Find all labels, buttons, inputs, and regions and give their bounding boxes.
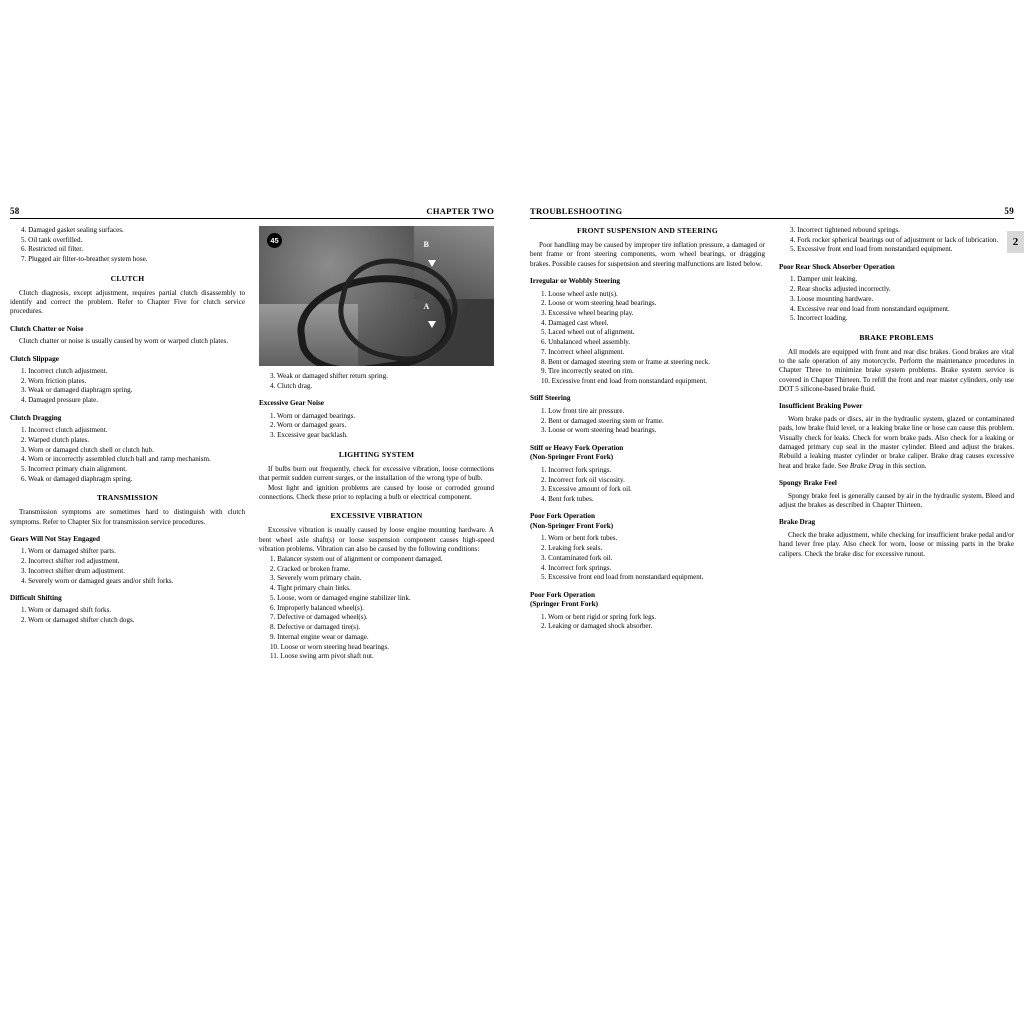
heading-poor-fork-operation-springer <box>530 591 765 610</box>
heading-clutch: CLUTCH <box>110 273 145 283</box>
difficult-shifting-continued-list <box>259 372 494 391</box>
list-item: 3. Contaminated fork oil. <box>541 553 613 562</box>
list-item: 5. Excessive front end load from nonstandard equipment. <box>541 573 704 582</box>
poor-fork-springer-continued-list <box>779 226 1014 255</box>
heading-stiff-steering: Stiff Steering <box>530 394 571 403</box>
list-item: 3. Weak or damaged shifter return spring. <box>270 372 388 380</box>
list-item: 1. Worn or damaged shifter parts. <box>21 547 116 556</box>
list-item: 4. Worn or incorrectly assembled clutch ball and ramp mechanism. <box>21 455 211 464</box>
list-item: 10. Loose or worn steering head bearings. <box>270 642 389 651</box>
heading-clutch-chatter: Clutch Chatter or Noise <box>10 324 84 333</box>
right-column-2 <box>779 226 1014 635</box>
list-item: 3. Worn or damaged clutch shell or clutch hub. <box>21 445 154 454</box>
list-item: 11. Loose swing arm pivot shaft nut. <box>270 652 374 661</box>
list-item: 3. Weak or damaged diaphragm spring. <box>21 386 133 395</box>
heading-lighting-system: LIGHTING SYSTEM <box>338 449 415 459</box>
clutch-intro-paragraph: Clutch diagnosis, except adjustment, requires partial clutch disassembly to identify and correct the problem. Refer to Chapter Five for clutch service procedures. <box>10 288 245 316</box>
heading-clutch-dragging: Clutch Dragging <box>10 413 62 422</box>
text-part-a: Worn brake pads or discs, air in the hydraulic system, glazed or contaminated pads, low brake fluid level, or a leaking brake line or hose can cause this problem. Visually check for leaks. Check for worn brake pads. Also check for a leaking or damaged primary cup seal in the master cylinder. Bleed and adjust the brakes. Rebuild a leaking master cylinder or brake caliper. Brake drag causes excessive heat and brake fade. See <box>779 414 1014 470</box>
callout-label-a: A <box>423 301 430 311</box>
list-item: 9. Tire incorrectly seated on rim. <box>541 367 634 376</box>
lighting-paragraph-2: Most light and ignition problems are caused by loose or corroded ground connections. Check these prior to replacing a bulb or electrical component. <box>259 483 494 502</box>
insufficient-braking-paragraph <box>779 415 1014 471</box>
list-item: 4. Bent fork tubes. <box>541 495 594 503</box>
list-item: 2. Leaking fork seals. <box>541 544 603 553</box>
heading-line-2: (Non-Springer Front Fork) <box>530 521 614 530</box>
list-item: 4. Incorrect fork springs. <box>541 563 612 572</box>
list-item: 6. Unbalanced wheel assembly. <box>541 338 631 347</box>
list-item: 5. Loose, worn or damaged engine stabilizer link. <box>270 593 411 602</box>
list-item: 3. Excessive gear backlash. <box>270 431 348 440</box>
vibration-intro-paragraph: Excessive vibration is usually caused by loose engine mounting hardware. A bent wheel axle shaft(s) or loose suspension component causes high-speed vibration problems. Vibration can also be caused by the following conditions: <box>259 526 494 554</box>
heading-line-1: Poor Fork Operation <box>530 512 595 521</box>
list-item: 1. Worn or damaged shift forks. <box>21 606 112 615</box>
stiff-fork-list <box>530 466 765 505</box>
heading-line-1: Stiff or Heavy Fork Operation <box>530 443 624 452</box>
list-item: 2. Bent or damaged steering stem or frame. <box>541 416 664 425</box>
list-item: 1. Worn or bent fork tubes. <box>541 534 618 543</box>
poor-fork-springer-list <box>530 613 765 632</box>
heading-line-1: Poor Fork Operation <box>530 590 595 599</box>
book-spread <box>0 206 1024 665</box>
list-item: 1. Damper unit leaking. <box>790 275 858 284</box>
difficult-shifting-list <box>10 606 245 625</box>
list-item: 4. Clutch drag. <box>270 381 313 390</box>
heading-irregular-wobbly-steering: Irregular or Wobbly Steering <box>530 277 620 286</box>
list-item: 4. Fork rocker spherical bearings out of adjustment or lack of lubrication. <box>790 235 999 244</box>
right-column-1 <box>530 226 765 635</box>
heading-brake-drag: Brake Drag <box>779 518 816 527</box>
stiff-steering-list <box>530 407 765 436</box>
left-column-1 <box>10 226 245 665</box>
page-left <box>0 206 512 665</box>
list-item: 4. Severely worn or damaged gears and/or shift forks. <box>21 576 174 585</box>
vibration-list <box>259 555 494 662</box>
list-item: 3. Loose or worn steering head bearings. <box>541 426 657 435</box>
list-item: 1. Incorrect clutch adjustment. <box>21 426 108 435</box>
heading-excessive-vibration: EXCESSIVE VIBRATION <box>330 511 423 521</box>
lighting-paragraph-1: If bulbs burn out frequently, check for excessive vibration, loose connections that permit sudden current surges, or the installation of the wrong type of bulb. <box>259 464 494 482</box>
list-item: 2. Rear shocks adjusted incorrectly. <box>790 285 891 294</box>
list-item: 1. Worn or bent rigid or spring fork legs. <box>541 612 657 621</box>
front-suspension-intro-paragraph: Poor handling may be caused by improper tire inflation pressure, a damaged or bent frame or front steering components, worn wheel bearings, or dragging brakes. Possible causes for suspension and steering malfunctions are listed below. <box>530 241 765 268</box>
list-item: 9. Internal engine wear or damage. <box>270 632 369 641</box>
running-head-right <box>530 206 1014 219</box>
poor-fork-list <box>530 534 765 582</box>
list-item: 5. Oil tank overfilled. <box>21 235 83 244</box>
figure-45-photo <box>259 226 494 366</box>
spongy-brake-paragraph: Spongy brake feel is generally caused by air in the hydraulic system. Bleed and adjust the brakes as described in Chapter Thirteen. <box>779 491 1014 509</box>
list-item: 5. Laced wheel out of alignment. <box>541 328 635 337</box>
list-item: 2. Warped clutch plates. <box>21 435 90 444</box>
list-item: 2. Worn or damaged shifter clutch dogs. <box>21 616 135 625</box>
heading-front-suspension-steering: FRONT SUSPENSION AND STEERING <box>577 226 718 235</box>
list-item: 2. Leaking or damaged shock absorber. <box>541 622 653 631</box>
heading-gears-not-stay-engaged: Gears Will Not Stay Engaged <box>10 534 100 543</box>
list-item: 3. Excessive amount of fork oil. <box>541 485 632 494</box>
list-item: 4. Damaged pressure plate. <box>21 396 99 405</box>
heading-insufficient-braking-power: Insufficient Braking Power <box>779 402 863 411</box>
columns-left <box>10 226 494 665</box>
clutch-dragging-list <box>10 426 245 484</box>
heading-transmission: TRANSMISSION <box>96 493 159 503</box>
list-item: 8. Bent or damaged steering stem or frame at steering neck. <box>541 357 711 366</box>
page-right <box>512 206 1024 665</box>
heading-difficult-shifting: Difficult Shifting <box>10 593 62 602</box>
heading-line-2: (Non-Springer Front Fork) <box>530 453 614 462</box>
clutch-slippage-list <box>10 367 245 406</box>
list-item: 3. Incorrect tightened rebound springs. <box>790 226 900 234</box>
heading-clutch-slippage: Clutch Slippage <box>10 354 59 363</box>
heading-spongy-brake-feel: Spongy Brake Feel <box>779 479 837 488</box>
list-item: 7. Incorrect wheel alignment. <box>541 347 625 356</box>
heading-brake-problems: BRAKE PROBLEMS <box>859 332 934 342</box>
list-item: 5. Excessive front end load from nonstandard equipment. <box>790 245 953 254</box>
poor-rear-shock-list <box>779 275 1014 323</box>
list-item: 1. Incorrect clutch adjustment. <box>21 367 108 376</box>
list-item: 7. Plugged air filter-to-breather system hose. <box>21 255 148 264</box>
heading-poor-rear-shock-absorber: Poor Rear Shock Absorber Operation <box>779 262 895 271</box>
list-item: 2. Worn or damaged gears. <box>270 421 347 430</box>
list-item: 2. Incorrect shifter rod adjustment. <box>21 557 120 566</box>
running-head-title-right: TROUBLESHOOTING <box>530 206 623 216</box>
cross-reference-italic: Brake Drag <box>849 461 884 470</box>
list-item: 1. Worn or damaged bearings. <box>270 411 356 420</box>
list-item: 1. Balancer system out of alignment or component damaged. <box>270 555 443 564</box>
list-item: 6. Weak or damaged diaphragm spring. <box>21 474 133 483</box>
list-item: 2. Incorrect fork oil viscosity. <box>541 475 625 484</box>
text-part-b: in this section. <box>883 461 927 470</box>
list-item: 6. Restricted oil filter. <box>21 245 84 254</box>
wobbly-steering-list <box>530 290 765 387</box>
left-column-2 <box>259 226 494 665</box>
heading-poor-fork-operation-non-springer <box>530 512 765 531</box>
list-item: 2. Loose or worn steering head bearings. <box>541 299 657 308</box>
list-item: 10. Excessive front end load from nonstandard equipment. <box>541 377 708 386</box>
list-item: 4. Damaged gasket sealing surfaces. <box>21 226 124 234</box>
columns-right <box>530 226 1014 635</box>
figure-number-badge: 45 <box>267 233 282 248</box>
list-item: 4. Tight primary chain links. <box>270 584 351 593</box>
list-item: 4. Damaged cast wheel. <box>541 318 609 327</box>
transmission-intro-paragraph: Transmission symptoms are sometimes hard to distinguish with clutch symptoms. Refer to Chapter Six for transmission service procedures. <box>10 508 245 526</box>
list-item: 4. Excessive rear end load from nonstandard equipment. <box>790 304 950 313</box>
callout-label-b: B <box>423 240 429 249</box>
list-item: 6. Improperly balanced wheel(s). <box>270 603 364 612</box>
list-item: 1. Low front tire air pressure. <box>541 406 625 415</box>
brake-intro-paragraph: All models are equipped with front and rear disc brakes. Good brakes are vital to the safe operation of any motorcycle. Perform the maintenance procedures in Chapter Three to minimize brake system problems. Brake system service is covered in Chapter Thirteen. To refill the front and rear master cylinders, only use DOT 5 silicone-based brake fluid. <box>779 347 1014 394</box>
chapter-number-tab: 2 <box>1007 231 1024 253</box>
callout-arrow-a <box>428 321 436 328</box>
oil-problems-list <box>10 226 245 265</box>
list-item: 5. Incorrect primary chain alignment. <box>21 464 127 473</box>
list-item: 8. Defective or damaged tire(s). <box>270 623 361 632</box>
page-number-left: 58 <box>10 206 20 216</box>
heading-excessive-gear-noise: Excessive Gear Noise <box>259 399 324 408</box>
list-item: 2. Cracked or broken frame. <box>270 564 350 573</box>
page-number-right: 59 <box>1004 206 1014 216</box>
running-head-left <box>10 206 494 219</box>
list-item: 5. Incorrect loading. <box>790 314 848 323</box>
list-item: 3. Excessive wheel bearing play. <box>541 309 634 318</box>
gears-list <box>10 547 245 586</box>
list-item: 7. Defective or damaged wheel(s). <box>270 613 368 622</box>
list-item: 3. Incorrect shifter drum adjustment. <box>21 566 126 575</box>
list-item: 3. Severely worn primary chain. <box>270 574 362 583</box>
running-head-title-left: CHAPTER TWO <box>426 206 494 216</box>
list-item: 1. Incorrect fork springs. <box>541 465 612 474</box>
clutch-chatter-paragraph: Clutch chatter or noise is usually caused by worn or warped clutch plates. <box>19 337 229 346</box>
list-item: 1. Loose wheel axle nut(s). <box>541 289 618 298</box>
heading-line-2: (Springer Front Fork) <box>530 600 599 609</box>
brake-drag-paragraph: Check the brake adjustment, while checking for insufficient brake pedal and/or hand lever free play. Also check for worn, loose or missing parts in the brake calipers. Check the brake disc for excessive runout. <box>779 530 1014 558</box>
callout-arrow-b <box>428 260 436 267</box>
list-item: 3. Loose mounting hardware. <box>790 294 874 303</box>
gear-noise-list <box>259 412 494 441</box>
heading-stiff-heavy-fork-operation <box>530 444 765 463</box>
list-item: 2. Worn friction plates. <box>21 376 87 385</box>
